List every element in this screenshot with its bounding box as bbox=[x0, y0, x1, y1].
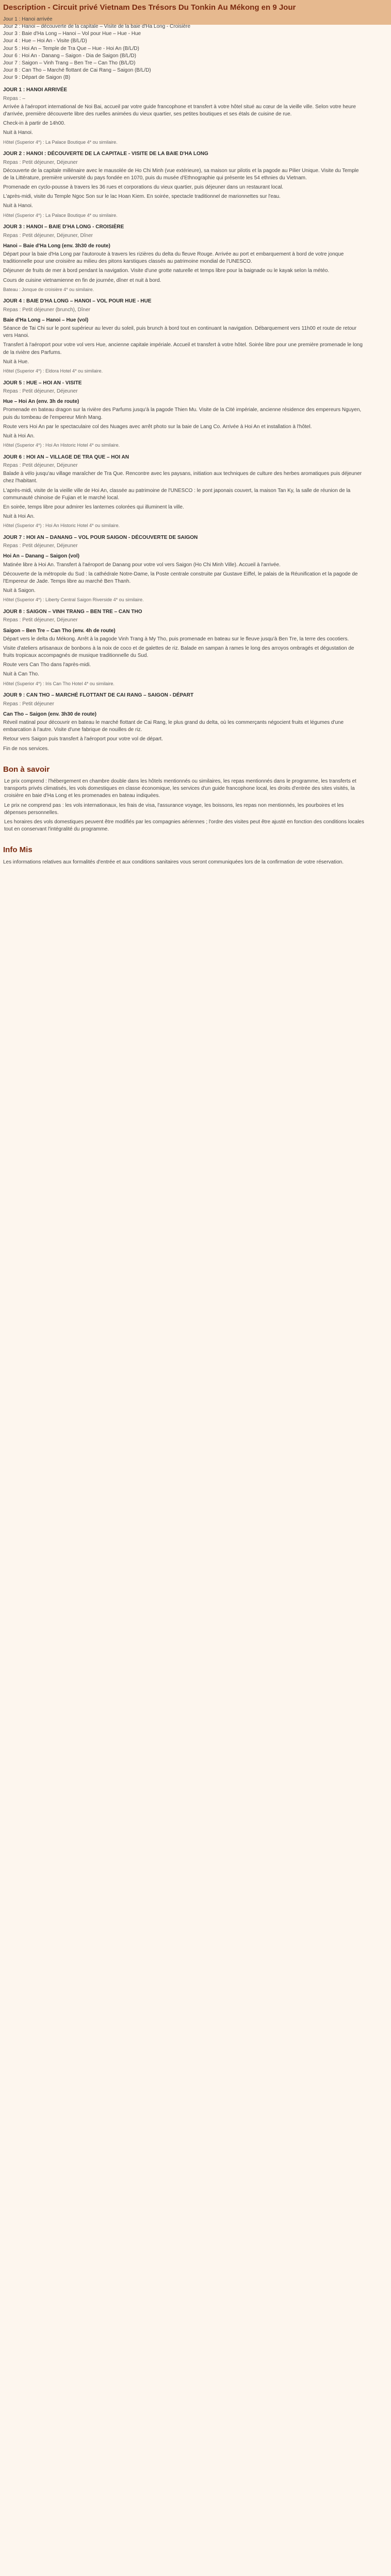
day-hotel: Hôtel (Superior 4*) : Hoi An Historic Hotel 4* ou similaire. bbox=[3, 443, 120, 448]
itinerary-summary bbox=[3, 16, 364, 82]
day-heading: JOUR 1 : HANOI ARRIVÉE bbox=[3, 87, 68, 93]
good-to-know-list bbox=[3, 778, 364, 833]
day-paragraph: Découverte de la capitale millénaire avec le mausolée de Ho Chi Minh (vue extérieure), sa maison sur pilotis et la pagode au Pilier Unique. Visite du Temple de la Littérature, première université du pays fondée en 1070, puis du musée d'Ethnographie qui présente les 54 ethnies du Vietnam. bbox=[3, 167, 359, 181]
day-heading: JOUR 8 : SAIGON – VINH TRANG – BEN TRE – CAN THO bbox=[3, 609, 142, 615]
day-section bbox=[3, 608, 364, 687]
day-paragraph: Nuit à Hoi An. bbox=[3, 514, 35, 520]
day-section bbox=[3, 534, 364, 603]
info-text: Les informations relatives aux formalités d'entrée et aux conditions sanitaires vous seront communiquées lors de la confirmation de votre réservation. bbox=[3, 859, 344, 865]
day-paragraph: Transfert à l'aéroport pour votre vol vers Hue, ancienne capitale impériale. Accueil et transfert à votre hôtel. Soirée libre pour une première promenade le long de la rivière des Parfums. bbox=[3, 342, 363, 355]
day-list bbox=[3, 87, 364, 752]
day-route: Saigon – Ben Tre – Can Tho (env. 4h de route) bbox=[3, 628, 116, 634]
summary-line: Jour 7 : Saigon – Vinh Trang – Ben Tre – Can Tho (B/L/D) bbox=[3, 60, 136, 66]
info-title: Info Mis bbox=[3, 845, 32, 855]
day-route: Baie d'Ha Long – Hanoi – Hue (vol) bbox=[3, 317, 89, 323]
day-hotel: Hôtel (Superior 4*) : La Palace Boutique 4* ou similaire. bbox=[3, 212, 118, 218]
day-meals: Repas : Petit déjeuner, Déjeuner bbox=[3, 463, 78, 469]
day-heading: JOUR 9 : CAN THO – MARCHÉ FLOTTANT DE CAI RANG – SAIGON - DÉPART bbox=[3, 692, 194, 699]
day-paragraph: L'après-midi, visite du Temple Ngoc Son sur le lac Hoan Kiem. En soirée, spectacle traditionnel de marionnettes sur l'eau. bbox=[3, 194, 281, 200]
day-paragraph: Départ pour la baie d'Ha Long par l'autoroute à travers les rizières du delta du fleuve Rouge. Arrivée au port et embarquement à bord de votre jonque traditionnelle pour une croisière au milieu des pitons karstiques classés au patrimoine mondial de l'UNESCO. bbox=[3, 251, 344, 265]
day-heading: JOUR 2 : HANOI : DÉCOUVERTE DE LA CAPITALE - VISITE DE LA BAIE D'HA LONG bbox=[3, 151, 208, 157]
day-meals: Repas : Petit déjeuner, Déjeuner bbox=[3, 388, 78, 394]
day-paragraph: Réveil matinal pour découvrir en bateau le marché flottant de Cai Rang, le plus grand du delta, où les commerçants négocient fruits et légumes d'une embarcation à l'autre. Visite d'une fabrique de nouilles de riz. bbox=[3, 720, 344, 733]
day-heading: JOUR 4 : BAIE D'HA LONG – HANOI – VOL POUR HUE - HUE bbox=[3, 298, 152, 304]
day-section bbox=[3, 298, 364, 374]
day-hotel: Bateau : Jonque de croisière 4* ou similaire. bbox=[3, 286, 94, 292]
day-hotel: Hôtel (Superior 4*) : Eldora Hotel 4* ou similaire. bbox=[3, 368, 103, 374]
day-meals: Repas : Petit déjeuner (brunch), Dîner bbox=[3, 307, 90, 313]
day-hotel: Hôtel (Superior 4*) : Hoi An Historic Hotel 4* ou similaire. bbox=[3, 523, 120, 529]
day-paragraph: Promenade en cyclo-pousse à travers les 36 rues et corporations du vieux quartier, puis déjeuner dans un restaurant local. bbox=[3, 184, 284, 191]
summary-line: Jour 8 : Can Tho – Marché flottant de Cai Rang – Saigon (B/L/D) bbox=[3, 67, 151, 74]
day-route: Can Tho – Saigon (env. 3h30 de route) bbox=[3, 711, 96, 717]
document bbox=[3, 0, 364, 866]
day-paragraph: Promenade en bateau dragon sur la rivière des Parfums jusqu'à la pagode Thien Mu. Visite de la Cité impériale, ancienne résidence des empereurs Nguyen, puis du tombeau de l'empereur Minh Mang. bbox=[3, 407, 362, 420]
day-meals: Repas : Petit déjeuner, Déjeuner bbox=[3, 617, 78, 623]
good-to-know-item: Le prix comprend : l'hébergement en chambre double dans les hôtels mentionnés ou similaires, les repas mentionnés dans le programme, les transferts et transports privés climatisés, les vols domestiques en classe économique, les services d'un guide francophone local, les droits d'entrée des sites visités, la croisière en baie d'Ha Long et les promenades en bateau indiquées. bbox=[4, 778, 356, 799]
day-paragraph: Route vers Hoi An par le spectaculaire col des Nuages avec arrêt photo sur la baie de Lang Co. Arrivée à Hoi An et installation à l'hôtel. bbox=[3, 423, 312, 430]
day-heading: JOUR 5 : HUE – HOI AN - VISITE bbox=[3, 380, 82, 386]
day-paragraph: Check-in à partir de 14h00. bbox=[3, 121, 66, 127]
day-paragraph: Nuit à Saigon. bbox=[3, 588, 36, 594]
day-meals: Repas : Petit déjeuner bbox=[3, 701, 54, 707]
summary-line: Jour 3 : Baie d'Ha Long – Hanoi – Vol pour Hue – Hue - Hue bbox=[3, 31, 141, 37]
day-paragraph: Retour vers Saigon puis transfert à l'aéroport pour votre vol de départ. bbox=[3, 736, 163, 742]
day-route: Hanoi – Baie d'Ha Long (env. 3h30 de route) bbox=[3, 243, 110, 249]
day-paragraph: Nuit à Hue. bbox=[3, 359, 29, 365]
day-paragraph: Départ vers le delta du Mékong. Arrêt à la pagode Vinh Trang à My Tho, puis promenade en bateau sur le fleuve jusqu'à Ben Tre, la terre des cocotiers. bbox=[3, 636, 349, 642]
day-route: Hue – Hoi An (env. 3h de route) bbox=[3, 399, 79, 405]
good-to-know-item: Le prix ne comprend pas : les vols internationaux, les frais de visa, l'assurance voyage, les boissons, les repas non mentionnés, les pourboires et les dépenses personnelles. bbox=[4, 802, 344, 816]
day-paragraph: L'après-midi, visite de la vieille ville de Hoi An, classée au patrimoine de l'UNESCO : le pont japonais couvert, la maison Tan Ky, la salle de réunion de la communauté chinoise de Fujian et le marché local. bbox=[3, 487, 351, 501]
day-section bbox=[3, 380, 364, 449]
summary-line: Jour 5 : Hoi An – Temple de Tra Que – Hue - Hoi An (B/L/D) bbox=[3, 45, 139, 52]
day-meals: Repas : Petit déjeuner, Déjeuner bbox=[3, 543, 78, 549]
summary-line: Jour 1 : Hanoi arrivée bbox=[3, 16, 53, 22]
day-paragraph: Découverte de la métropole du Sud : la cathédrale Notre-Dame, la Poste centrale construite par Gustave Eiffel, le palais de la Réunification et la pagode de l'Empereur de Jade. Temps libre au marché Ben Thanh. bbox=[3, 571, 358, 585]
day-paragraph: Visite d'ateliers artisanaux de bonbons à la noix de coco et de galettes de riz. Balade en sampan à rames le long des arroyos ombragés et dégustation de fruits tropicaux accompagnés de musique traditionnelle du Sud. bbox=[3, 645, 354, 659]
day-paragraph: Balade à vélo jusqu'au village maraîcher de Tra Que. Rencontre avec les paysans, initiation aux techniques de culture des herbes aromatiques puis déjeuner chez l'habitant. bbox=[3, 471, 362, 484]
day-heading: JOUR 3 : HANOI – BAIE D'HA LONG - CROISIÈRE bbox=[3, 224, 124, 230]
day-heading: JOUR 7 : HOI AN – DANANG – VOL POUR SAIGON - DÉCOUVERTE DE SAIGON bbox=[3, 535, 198, 541]
day-paragraph: Matinée libre à Hoi An. Transfert à l'aéroport de Danang pour votre vol vers Saigon (Ho Chi Minh Ville). Accueil à l'arrivée. bbox=[3, 562, 281, 568]
day-section bbox=[3, 692, 364, 752]
document-title: Description - Circuit privé Vietnam Des Trésors Du Tonkin Au Mékong en 9 Jour bbox=[3, 3, 296, 12]
day-paragraph: Nuit à Hanoi. bbox=[3, 130, 33, 136]
good-to-know-title: Bon à savoir bbox=[3, 765, 50, 774]
summary-line: Jour 4 : Hue – Hoi An - Visite (B/L/D) bbox=[3, 38, 87, 44]
day-meals: Repas : Petit déjeuner, Déjeuner, Dîner bbox=[3, 232, 93, 239]
day-paragraph: Séance de Tai Chi sur le pont supérieur au lever du soleil, puis brunch à bord tout en continuant la navigation. Débarquement vers 11h00 et route de retour vers Hanoi. bbox=[3, 326, 357, 339]
day-paragraph: Nuit à Hoi An. bbox=[3, 433, 35, 439]
summary-line: Jour 9 : Départ de Saigon (B) bbox=[3, 75, 71, 81]
day-paragraph: En soirée, temps libre pour admirer les lanternes colorées qui illuminent la ville. bbox=[3, 504, 184, 510]
day-hotel: Hôtel (Superior 4*) : Iris Can Tho Hotel 4* ou similaire. bbox=[3, 681, 115, 686]
day-meals: Repas : – bbox=[3, 95, 25, 101]
day-paragraph: Arrivée à l'aéroport international de Noi Bai, accueil par votre guide francophone et transfert à votre hôtel situé au cœur de la vieille ville. Selon votre heure d'arrivée, première découverte libre des ruelles animées du vieux quartier, ses petites boutiques et ses étals de cuisine de rue. bbox=[3, 104, 356, 117]
day-paragraph: Nuit à Can Tho. bbox=[3, 671, 39, 677]
summary-line: Jour 2 : Hanoi – découverte de la capitale – Visite de la baie d'Ha Long - Croisière bbox=[3, 23, 191, 29]
day-hotel: Hôtel (Superior 4*) : La Palace Boutique 4* ou similaire. bbox=[3, 139, 118, 145]
day-route: Hoi An – Danang – Saigon (vol) bbox=[3, 553, 79, 560]
day-section bbox=[3, 224, 364, 293]
day-heading: JOUR 6 : HOI AN – VILLAGE DE TRA QUE – HOI AN bbox=[3, 454, 129, 460]
day-paragraph: Nuit à Hanoi. bbox=[3, 203, 33, 209]
day-paragraph: Route vers Can Tho dans l'après-midi. bbox=[3, 662, 91, 668]
day-meals: Repas : Petit déjeuner, Déjeuner bbox=[3, 159, 78, 165]
day-section bbox=[3, 454, 364, 529]
day-section bbox=[3, 150, 364, 218]
day-paragraph: Cours de cuisine vietnamienne en fin de journée, dîner et nuit à bord. bbox=[3, 277, 161, 283]
day-hotel: Hôtel (Superior 4*) : Liberty Central Saigon Riverside 4* ou similaire. bbox=[3, 597, 144, 603]
day-paragraph: Fin de nos services. bbox=[3, 745, 49, 752]
summary-line: Jour 6 : Hoi An - Danang – Saigon - Dia de Saigon (B/L/D) bbox=[3, 53, 136, 59]
good-to-know-item: Les horaires des vols domestiques peuvent être modifiés par les compagnies aériennes ; l'ordre des visites peut être ajusté en fonction des conditions locales tout en conservant l'intégralité du programme. bbox=[4, 819, 364, 833]
day-paragraph: Déjeuner de fruits de mer à bord pendant la navigation. Visite d'une grotte naturelle et temps libre pour la baignade ou le kayak selon la météo. bbox=[3, 268, 330, 274]
day-section bbox=[3, 87, 364, 145]
